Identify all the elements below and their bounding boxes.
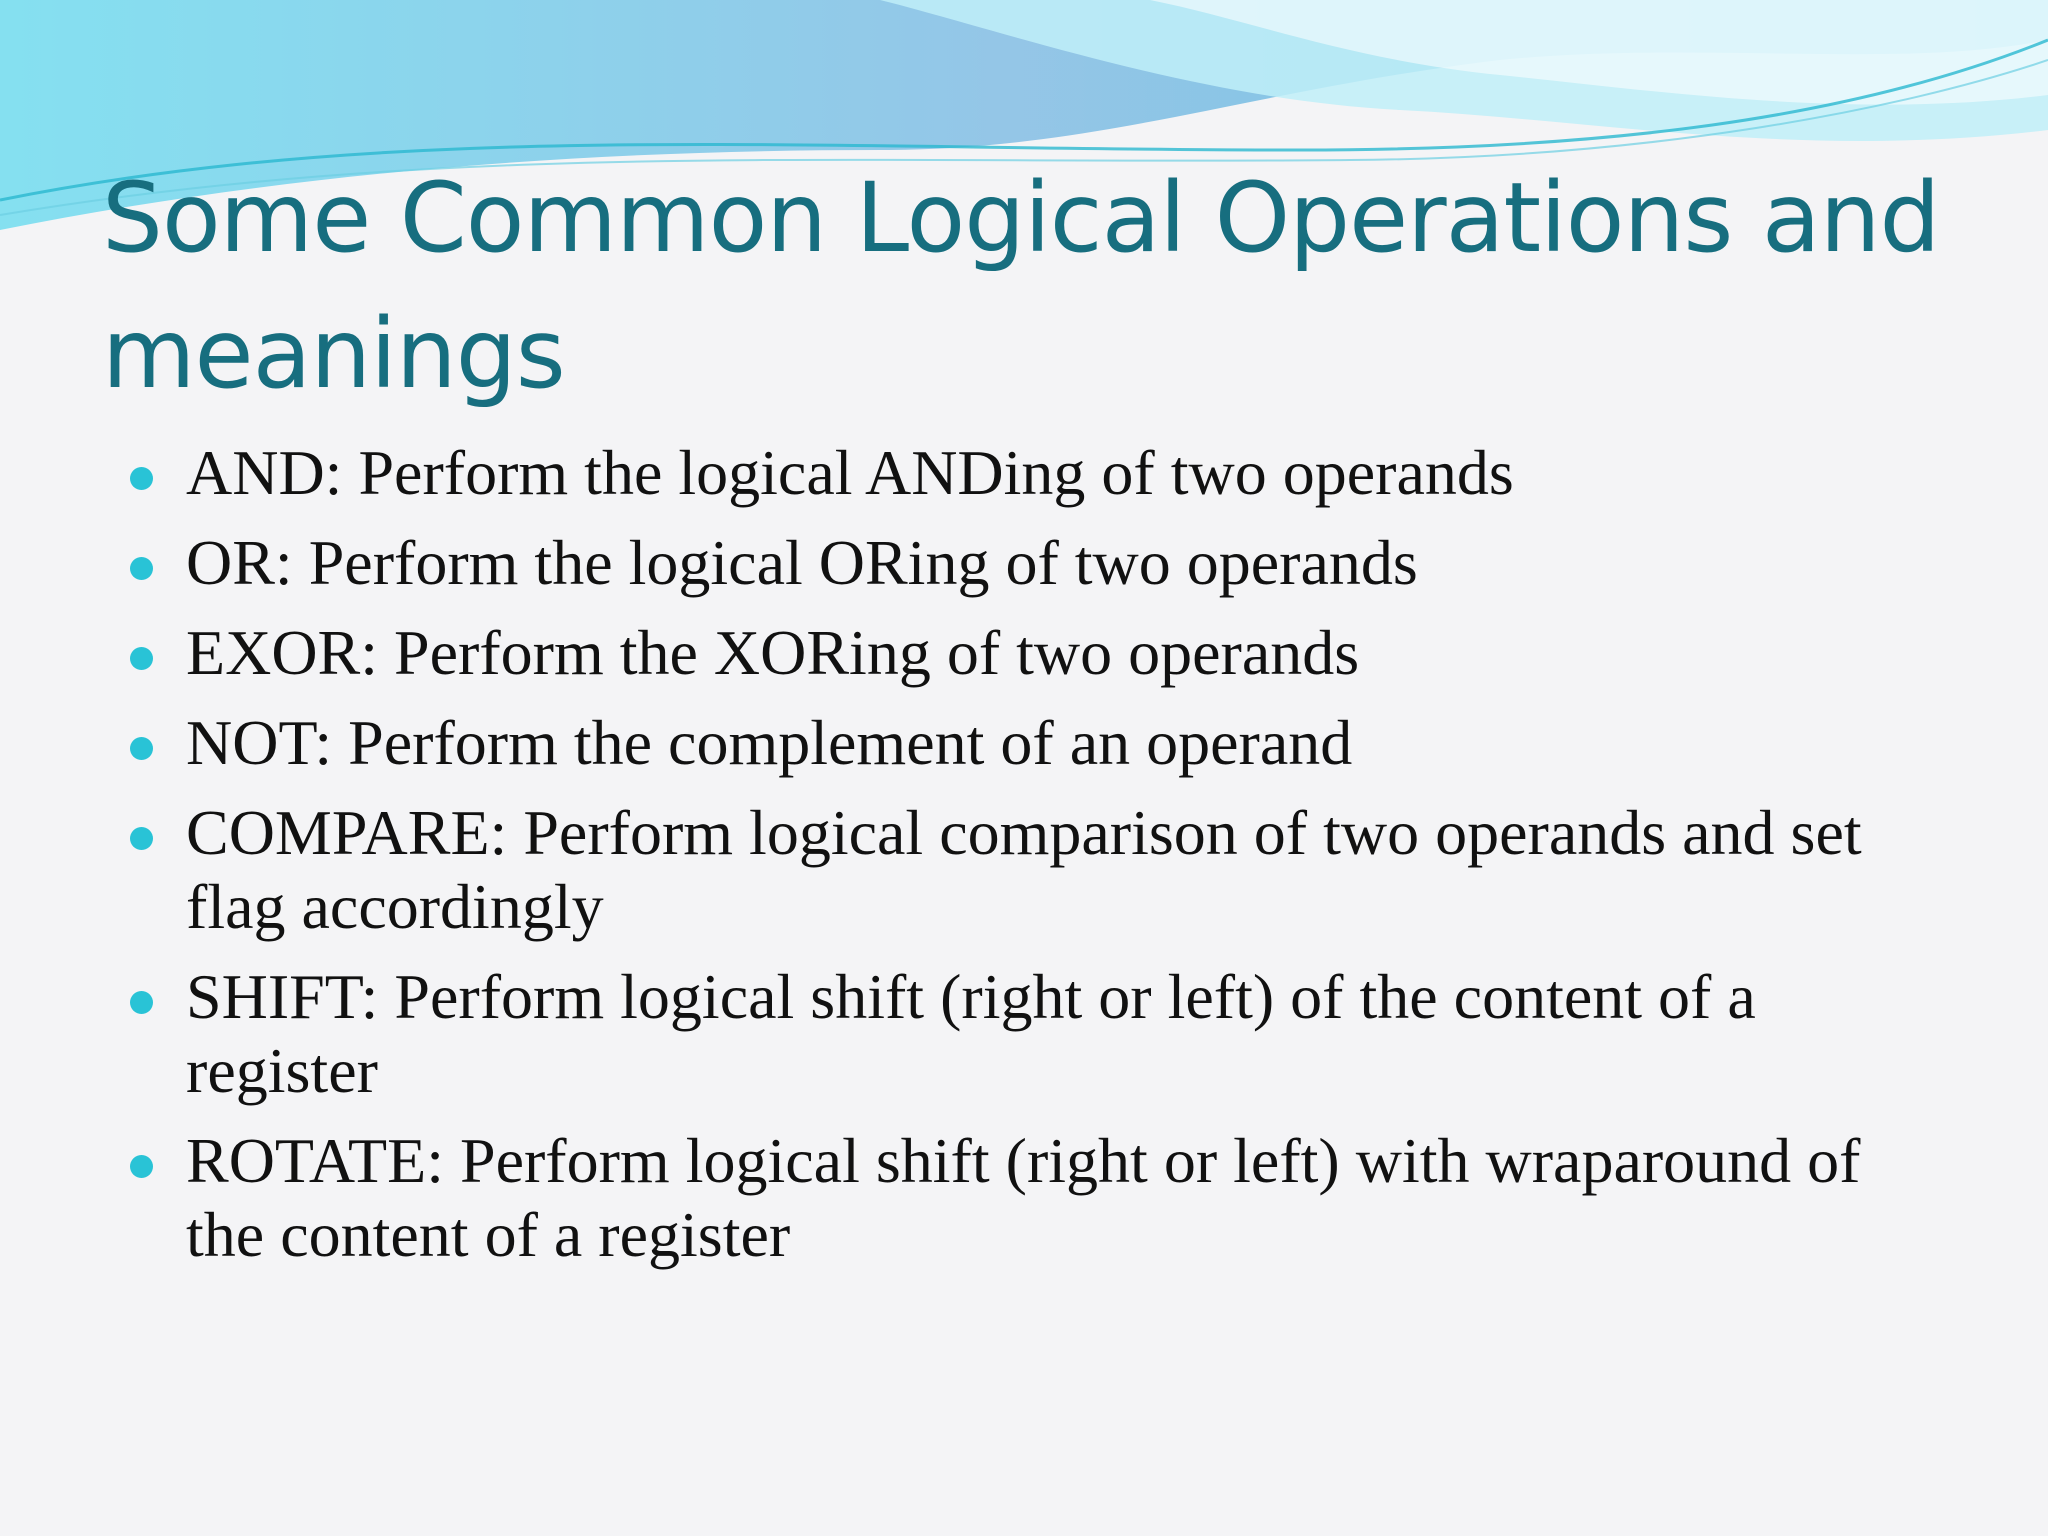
bullet-list bbox=[126, 436, 1946, 1288]
bullet-text: NOT: Perform the complement of an operand bbox=[186, 707, 1353, 778]
bullet-text: ROTATE: Perform logical shift (right or left) with wraparound of the content of a register bbox=[186, 1125, 1861, 1270]
bullet-icon bbox=[130, 1155, 153, 1178]
bullet-item-and bbox=[126, 436, 1946, 510]
bullet-text: OR: Perform the logical ORing of two operands bbox=[186, 527, 1418, 598]
bullet-item-shift bbox=[126, 960, 1946, 1108]
bullet-icon bbox=[130, 557, 153, 580]
bullet-item-or bbox=[126, 526, 1946, 600]
bullet-icon bbox=[130, 737, 153, 760]
bullet-icon bbox=[130, 647, 153, 670]
bullet-icon bbox=[130, 467, 153, 490]
bullet-item-compare bbox=[126, 796, 1946, 944]
bullet-text: EXOR: Perform the XORing of two operands bbox=[186, 617, 1360, 688]
bullet-text: COMPARE: Perform logical comparison of two operands and set flag accordingly bbox=[186, 797, 1862, 942]
bullet-item-not bbox=[126, 706, 1946, 780]
bullet-item-rotate bbox=[126, 1124, 1946, 1272]
bullet-icon bbox=[130, 827, 153, 850]
bullet-item-exor bbox=[126, 616, 1946, 690]
slide-title: Some Common Logical Operations and meanings bbox=[102, 162, 1940, 410]
bullet-icon bbox=[130, 991, 153, 1014]
bullet-text: AND: Perform the logical ANDing of two operands bbox=[186, 437, 1514, 508]
bullet-text: SHIFT: Perform logical shift (right or left) of the content of a register bbox=[186, 961, 1756, 1106]
